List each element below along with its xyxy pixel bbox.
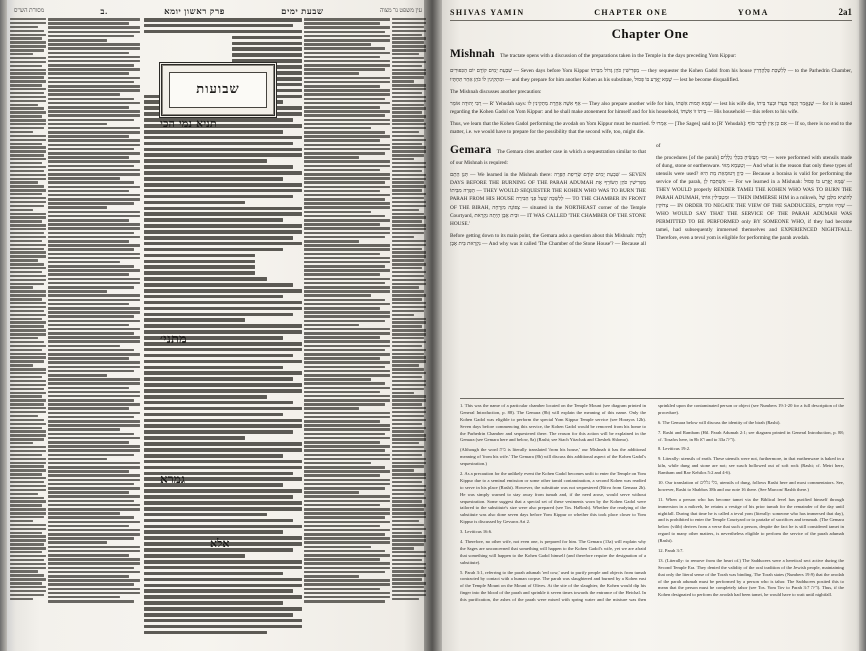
english-page	[440, 0, 860, 651]
tractate-title-frame	[159, 62, 277, 118]
mishnah-para-3: רַבִּי יְהוּדָה אוֹמֵר — R' Yehudah says: אַף אִשָּׁה אַחֶרֶת מַתְקִינִין לוֹ — They also prepare another wife for him, שֶׁמָּא תָּמוּת אִשְׁתּוֹ — lest his wife die, שֶׁנֶּאֱמַר וְכִפֶּר בַּעֲדוֹ וּבְעַד בֵּיתוֹ — for it is stated regarding the Kohen Gadol on Yom Kippur: and he shall make atonement for himself and for his household, בֵּיתוֹ זוֹ אִשְׁתּוֹ — His household — this refers to his wife.	[450, 100, 852, 115]
rashi-column	[304, 18, 390, 647]
page-edge-right	[859, 0, 866, 651]
hebrew-header-far-left: מסורת הש"ס	[14, 7, 45, 14]
header-rule	[450, 20, 852, 21]
footnote: (Although the word בית is literally translated 'from his house,' our Mishnah it has the additional meaning of 'from his wife.' The Gemara (8b) will discuss this additional aspect of the Kohen Gadol's sequestration.)	[460, 447, 646, 467]
footnote: 3. Leviticus 16:6.	[460, 529, 493, 535]
hebrew-header-folio: ב.	[100, 5, 108, 16]
english-running-head	[450, 4, 852, 20]
hebrew-page	[6, 0, 430, 651]
footnote: 11. When a person who has become tamei via the Biblical level has purified himself through immersion in a mikveh, he retains a vestige of his prior tumah for the remainder of the day until nightfall. During that time he is called a tevul yom (literally: someone who has immersed that day), and is prohibited to enter the Temple Courtyard or to partake of sacrifices and terumah. (The Gemara below (vilib) derives from a verse that such a person, despite the fact he is still considered tamei in regard to many other matters, is nevertheless eligible to perform the service of the parah adumah (Rashi).	[658, 496, 844, 544]
running-head-right: YOMA	[737, 7, 769, 17]
hebrew-running-head	[6, 4, 430, 17]
folio-number: 2a1	[838, 7, 852, 17]
tractate-title-text: שבועות	[196, 82, 240, 98]
footnote: 8. Leviticus 19:2.	[658, 446, 691, 452]
page-title: Chapter One	[611, 26, 689, 41]
tractate-title-inner	[169, 72, 267, 108]
margin-column-ein-mishpat	[392, 18, 426, 647]
footnote: 9. Literally: utensils of earth. These utensils were not, furthermore, in that earthenware is baked in a kiln, while dung and stone are not; see susch hollowed out of soft rock (Rashi; cf. Meiri here, Rambam and Rav Kehilos 5:2 and 4-6).	[658, 456, 844, 476]
footnotes-rule	[460, 398, 844, 399]
gemara-para-1: תְּנַן הָתָם — We learned in the Mishnah there: שִׁבְעַת יָמִים קוֹדֶם שְׂרֵיפַת הַפָּרָה — SEVEN DAYS BEFORE THE BURNING OF THE PARAH ADUMAH מַפְרִישִׁין כֹּהֵן הַשּׂוֹרֵף אֶת הַפָּרָה מִבֵּיתוֹ — THEY WOULD SEQUESTER THE KOHEN WHO WAS TO BURN THE PARAH FROM HIS HOUSE לְלִשְׁכָּה שֶׁעַל פְּנֵי הַבִּירָה — TO THE CHAMBER IN FRONT OF THE BIRAH, צָפוֹנָה מִזְרָחָה — situated in the NORTHEAST corner of the Temple Courtyard, וּבֵית אֶבֶן הָיְתָה נִקְרֵאת — IT WAS CALLED 'THE CHAMBER OF THE STONE HOUSE.'	[450, 172, 647, 227]
hebrew-header-tractate: שבעת ימים	[281, 5, 324, 16]
footnote: 7. Rashi and Rambam (Hil. Parah Adumah 2:1; see diagram printed in General Introduction, p. 88; cf. Tosafos here, in 8b רא and to 33a ד״ה).	[658, 429, 844, 442]
running-head-center: CHAPTER ONE	[594, 7, 669, 17]
running-head-left: SHIVAS YAMIN	[450, 7, 525, 17]
footnote: 13. (Literally: to remove from the heart of.) The Sadducees were a heretical sect active during the Second Temple Era. They denied the validity of the oral tradition of the Jewish people, maintaining that only the literal sense of the Torah was binding. The Torah states (Numbers 19:9) that the avodah of the parah adumah must be performed by a person who is tahor. The Sadducees posited this to mean that the person must be completely tahor (see Tos. Yom Tov to Parah 3:7 ד״ה). Thus, if the Kohen designated to perform the avodah had been tamei, he would have to wait until nightfall.	[658, 557, 844, 598]
mishnah-para-1: שִׁבְעַת יָמִים קוֹדֶם יוֹם הַכִּפּוּרִים — Seven days before Yom Kippur מַפְרִישִׁין כֹּהֵן גָּדוֹל מִבֵּיתוֹ — they sequester the Kohen Gadol from his house לְלִשְׁכַּת פַּלְהֶדְרִין — to the Parhedrin Chamber, וּמַתְקִינִין לוֹ כֹּהֵן אַחֵר תַּחְתָּיו — and they prepare for him another Kohen as his substitute, שֶׁמָּא יֶאֱרַע בּוֹ פְּסוּל — lest he become disqualified.	[450, 68, 852, 83]
footnote: 12. Parah 3:7.	[658, 548, 684, 554]
footnotes-section	[460, 398, 844, 643]
hebrew-text-body	[10, 18, 426, 647]
gemara-para-2: Before getting down to its main point, the Gemara asks a question about this Mishnah: וְלָמָּה נִקְרֵאת בֵּית אֶבֶן — And why was it called 'The Chamber of the Stone House'? — Because all of	[450, 142, 661, 247]
gemara-section	[450, 142, 852, 248]
hebrew-header-chapter: פרק ראשון יומא	[164, 5, 225, 16]
hebrew-header-far-right: עין משפט נר מצוה	[379, 7, 422, 14]
footnotes-columns	[460, 403, 844, 604]
mishnah-para-0: The tractate opens with a discussion of the preparations taken in the Temple in the days preceding Yom Kippur:	[500, 53, 737, 59]
mishnah-para-2: The Mishnah discusses another precaution:	[450, 88, 542, 95]
english-text-body	[450, 46, 852, 647]
footnote: 4. Therefore, no other wife, not even one, is prepared for him. The Gemara (13a) will explain why the Sages are unconcerned that something will happen to the Kohen Gadol's wife, yet we are afraid that something will happen to the Kohen Gadol himself (and therefore require the designation of a substitute).	[460, 539, 646, 565]
footnote: 10. Our translation of כלי גללים, utensils of dung, follows Rashi here and most commentators. See, however, Rashi to Shabbos 38b and our note 16 there. (See Marcon/ Rashb there.)	[658, 480, 844, 492]
hebrew-catchword-3: גמרא	[160, 472, 186, 486]
footnote: 5. Parah 3:1, referring to the parah adumah 'red cow,' used to purify people and objects from tumah contracted by contact with a human corpse. The parah was slaughtered and burned by a Kohen east of the Temple Mount on the Mount of Olives. At the site of the slaughter, the Kohen would dip his finger into the blood of the parah and sprinkle it seven times towards the entrance of the Heichal. In this purification, the ashes of the parah were mixed with spring water and the mixture was then sprinkled upon the contaminated person or object (see Numbers 19:1-20 for a full description of the procedure).	[460, 403, 844, 603]
gemara-para-0: The Gemara cites another case in which a sequestration similar to that of our Mishnah is required:	[450, 148, 647, 167]
hebrew-catchword-2: מתני׳	[160, 332, 187, 347]
hebrew-catchword-1: תניא נמי הכי	[160, 117, 217, 130]
footnote: 6. The Gemara below will discuss the identity of the birah (Rashi).	[658, 419, 781, 425]
gemara-para-3: the procedures [of the parah] וְכוּ׳ מַעֲשֵׂיהָ בִּכְלֵי גְלָלִים — were performed with utensils made of dung, stone or earthenware. וְטַעְמָא מַאי — And what is the reason that only these types of utensils were used? כֵּיוָן דְּטוּמְאַת מֵת הִיא — Because a boraisa is valid for performing the service of the parah, אִשְׁתַּכַּח לַן — For we learned in a Mishnah: שֶׁמָּא יֶאֱרַע בּוֹ פְּסוּל — THEY WOULD properly RENDER TAMEI THE KOHEN WHO WAS TO BURN THE PARAH ADUMAH, וּמַטְבִּילִין אוֹתוֹ — THEN IMMERSE HIM in a mikveh, לְהוֹצִיא מִלִּבָּן שֶׁל צְדוֹקִין — IN ORDER TO NEGATE THE VIEW OF THE SADDUCEES, שֶׁהָיוּ אוֹמְרִים — WHO WOULD SAY THAT THE SERVICE OF THE PARAH ADUMAH WAS PERMITTED TO BE PERFORMED only BY SOMEONE WHO, if they had become tamei, had subsequently immersed themselves and EXPERIENCED NIGHTFALL. Therefore, even a tevul yom is eligible for performing the parah avodah.	[656, 154, 853, 242]
mishnah-para-4: Thus, we learn that the Kohen Gadol performing the avodah on Yom Kippur must be married. אָמְרוּ לוֹ — [The Sages] said to [R' Yehudah]: אִם כֵּן אֵין לַדָּבָר סוֹף — If so, there is no end to the matter, i.e. we would have to prepare for the possibility that the second wife, too, might die.	[450, 120, 852, 135]
margin-column-masores-hashas	[10, 18, 46, 647]
mishnah-label: Mishnah	[450, 48, 495, 60]
hebrew-catchword-4: אלא	[210, 537, 230, 550]
mishnah-intro	[450, 46, 852, 63]
tosafos-column	[48, 18, 140, 647]
gemara-intro	[450, 142, 646, 168]
gemara-label: Gemara	[450, 143, 492, 156]
footnote: 2. As a precaution for the unlikely event the Kohen Gadol becomes unfit to enter the Temple on Yom Kippur due to a seminal emission or some other tamid contamination, a second Kohen was readied to serve in his place (Rashi). However, the substitute was not sequestered (Ritva from Gemara 2b). He was simply warned to stay away from tumah and, if the need arose, would serve without sequestration. Some suggest that a special set of these vestments worn by the Kohen Gadol were tailored to the substitute's size were also prepared (see Tos. HaRosh). Whether the readying of the substitute was also done seven days before Yom Kippur or whether this took place closer to Yom Kippur is discussed by Gevuros Ari 2.	[460, 471, 646, 525]
footnote: 1. This was the name of a particular chamber located on the Temple Mount (see diagram printed in General Introduction, p. 88). The Gemara (8b) will explain the meaning of this name. Only the Kohen Gadol was eligible to perform the special Yom Kippur Temple service (see Horayos 12b). Seven days before commencing this service, the Kohen Gadol would be removed from his home to the Parhedrin Chamber and sequestered there. The reason for this action will be explained in the Gemara (see Gemara here and below, 8a) (Rashi; see Siach Yitzchak and Cheshek Shlomo).	[460, 403, 646, 443]
mishnah-section	[450, 46, 852, 136]
